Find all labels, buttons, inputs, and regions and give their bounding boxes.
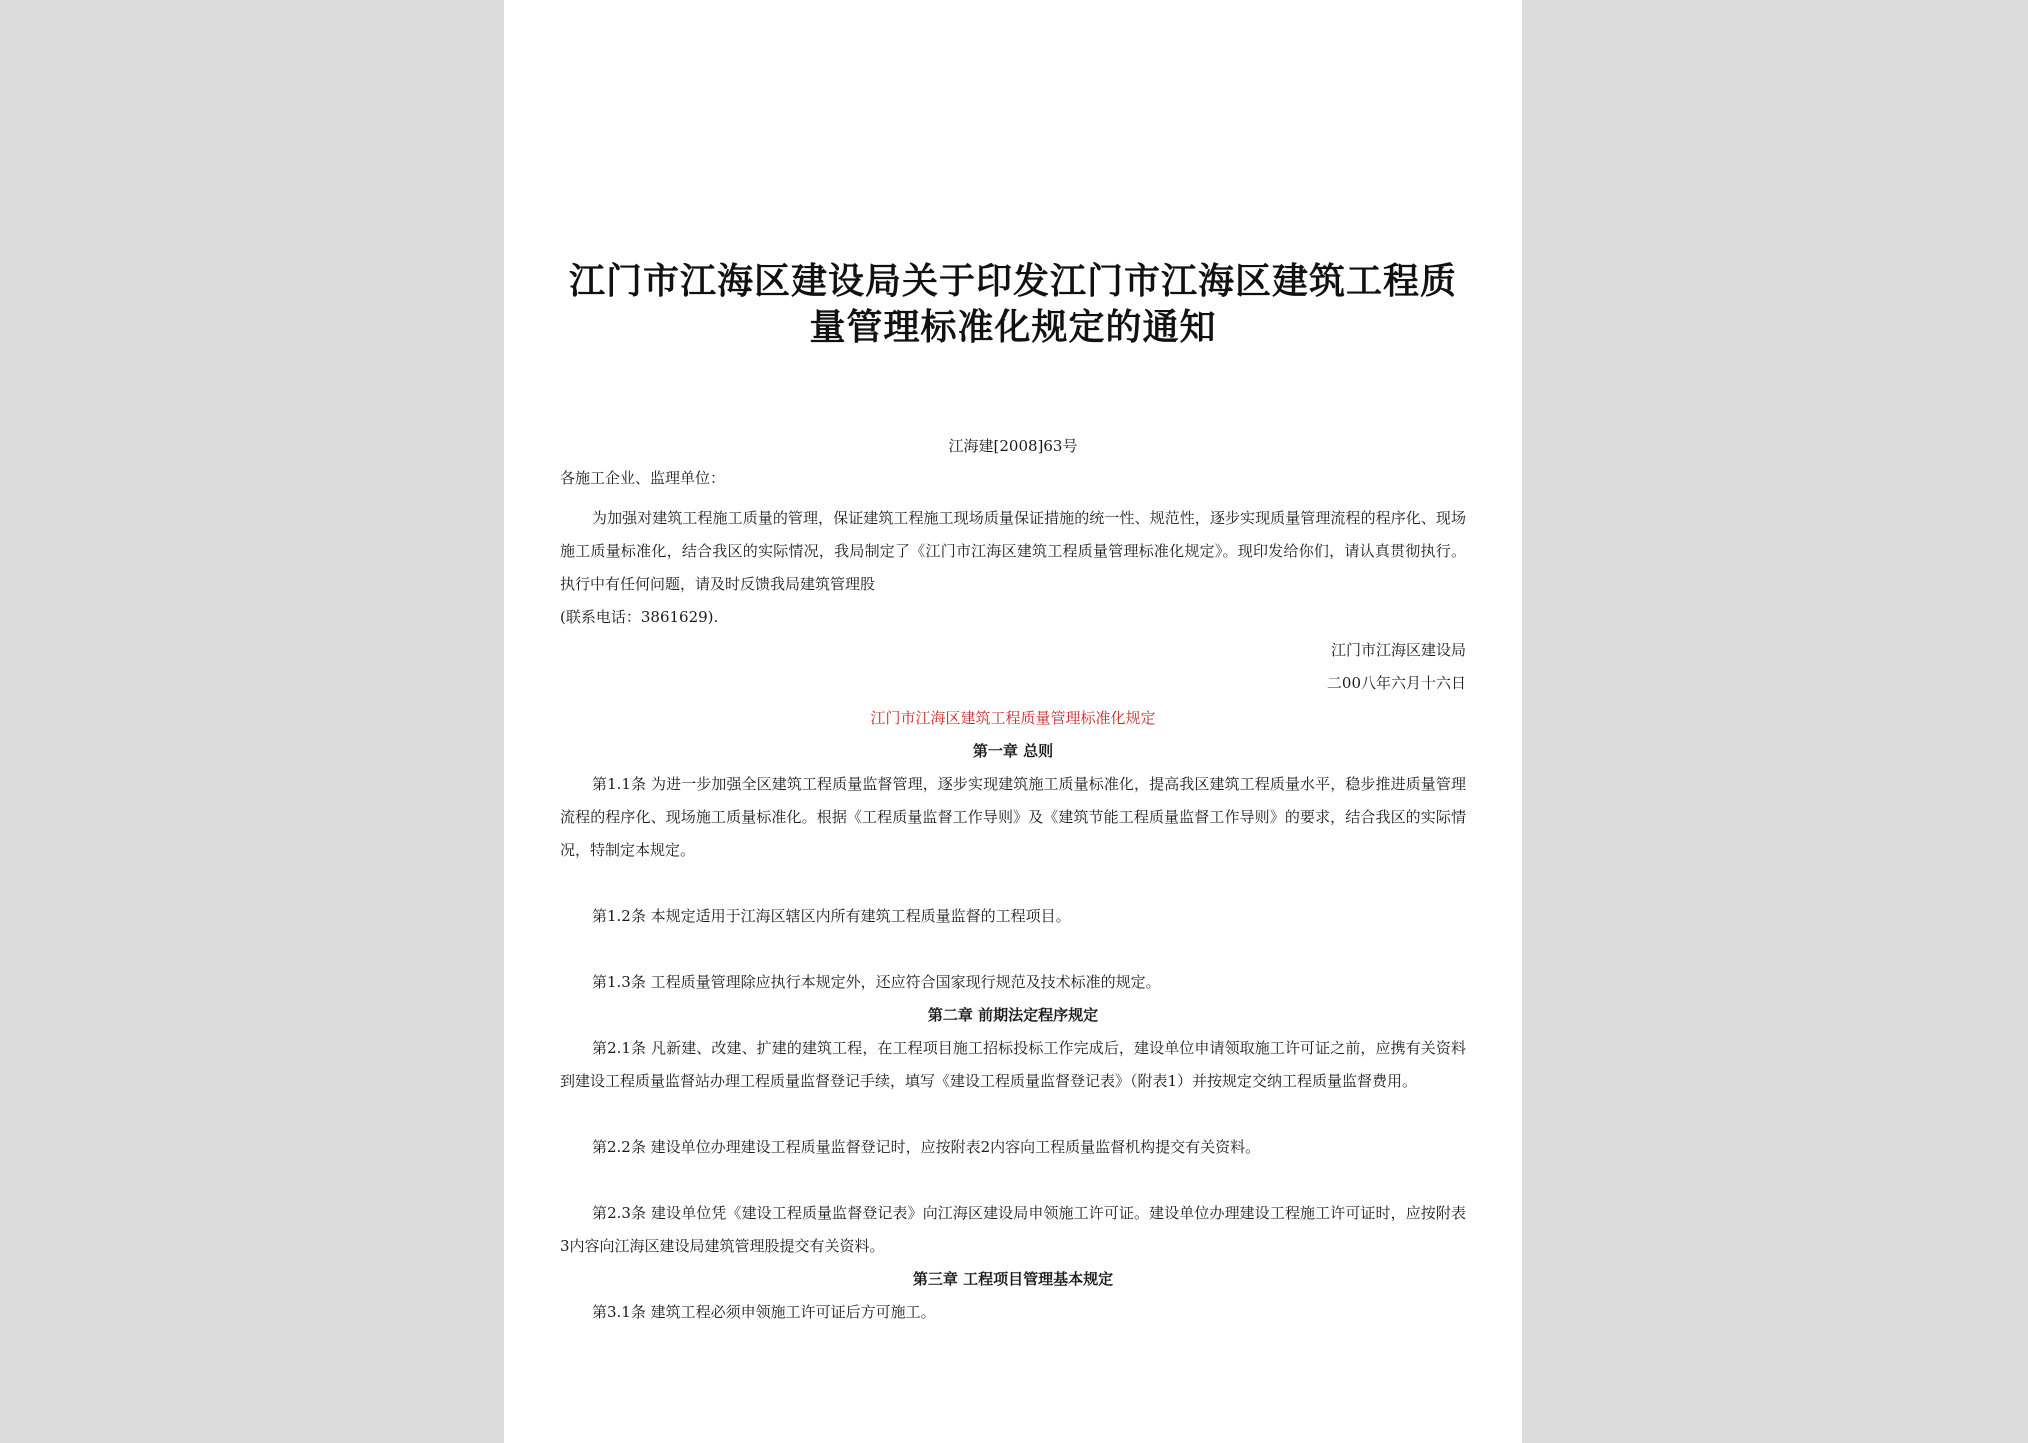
- spacer: [560, 1098, 1466, 1131]
- chapter-3-heading: 第三章 工程项目管理基本规定: [912, 1270, 1114, 1288]
- article-1-1: 第1.1条 为进一步加强全区建筑工程质量监督管理，逐步实现建筑施工质量标准化，提高我区建筑工程质量水平，稳步推进质量管理流程的程序化、现场施工质量标准化。根据《工程质量监督工作导则》及《建筑节能工程质量监督工作导则》的要求，结合我区的实际情况，特制定本规定。: [560, 775, 1466, 859]
- document-content: [560, 258, 1466, 1329]
- spacer: [560, 867, 1466, 900]
- issuer-signature: 江门市江海区建设局: [1330, 641, 1466, 659]
- issue-date: 二00八年六月十六日: [1326, 674, 1466, 692]
- contact-phone: (联系电话：3861629).: [560, 608, 719, 626]
- document-page: [504, 0, 1522, 1443]
- addressee: 各施工企业、监理单位：: [560, 469, 726, 487]
- article-1-3: 第1.3条 工程质量管理除应执行本规定外，还应符合国家现行规范及技术标准的规定。: [592, 973, 1161, 991]
- document-number: 江海建[2008]63号: [948, 437, 1078, 455]
- document-title: [560, 258, 1466, 350]
- article-2-1: 第2.1条 凡新建、改建、扩建的建筑工程，在工程项目施工招标投标工作完成后，建设单位申请领取施工许可证之前，应携有关资料到建设工程质量监督站办理工程质量监督登记手续，填写《建设工程质量监督登记表》（附表1）并按规定交纳工程质量监督费用。: [560, 1039, 1466, 1090]
- document-title-line-2: 量管理标准化规定的通知: [809, 306, 1217, 348]
- spacer: [560, 933, 1466, 966]
- article-2-2: 第2.2条 建设单位办理建设工程质量监督登记时，应按附表2内容向工程质量监督机构提交有关资料。: [592, 1138, 1261, 1156]
- chapter-1-heading: 第一章 总则: [972, 742, 1054, 760]
- document-title-line-1: 江门市江海区建设局关于印发江门市江海区建筑工程质: [568, 260, 1457, 302]
- article-3-1: 第3.1条 建筑工程必须申领施工许可证后方可施工。: [592, 1303, 936, 1321]
- regulation-title: 江门市江海区建筑工程质量管理标准化规定: [870, 709, 1156, 727]
- intro-paragraph: 为加强对建筑工程施工质量的管理，保证建筑工程施工现场质量保证措施的统一性、规范性，逐步实现质量管理流程的程序化、现场施工质量标准化，结合我区的实际情况，我局制定了《江门市江海区建筑工程质量管理标准化规定》。现印发给你们，请认真贯彻执行。执行中有任何问题，请及时反馈我局建筑管理股: [560, 509, 1466, 593]
- article-1-2: 第1.2条 本规定适用于江海区辖区内所有建筑工程质量监督的工程项目。: [592, 907, 1071, 925]
- article-2-3: 第2.3条 建设单位凭《建设工程质量监督登记表》向江海区建设局申领施工许可证。建设单位办理建设工程施工许可证时，应按附表3内容向江海区建设局建筑管理股提交有关资料。: [560, 1204, 1466, 1255]
- chapter-2-heading: 第二章 前期法定程序规定: [927, 1006, 1099, 1024]
- spacer: [560, 1164, 1466, 1197]
